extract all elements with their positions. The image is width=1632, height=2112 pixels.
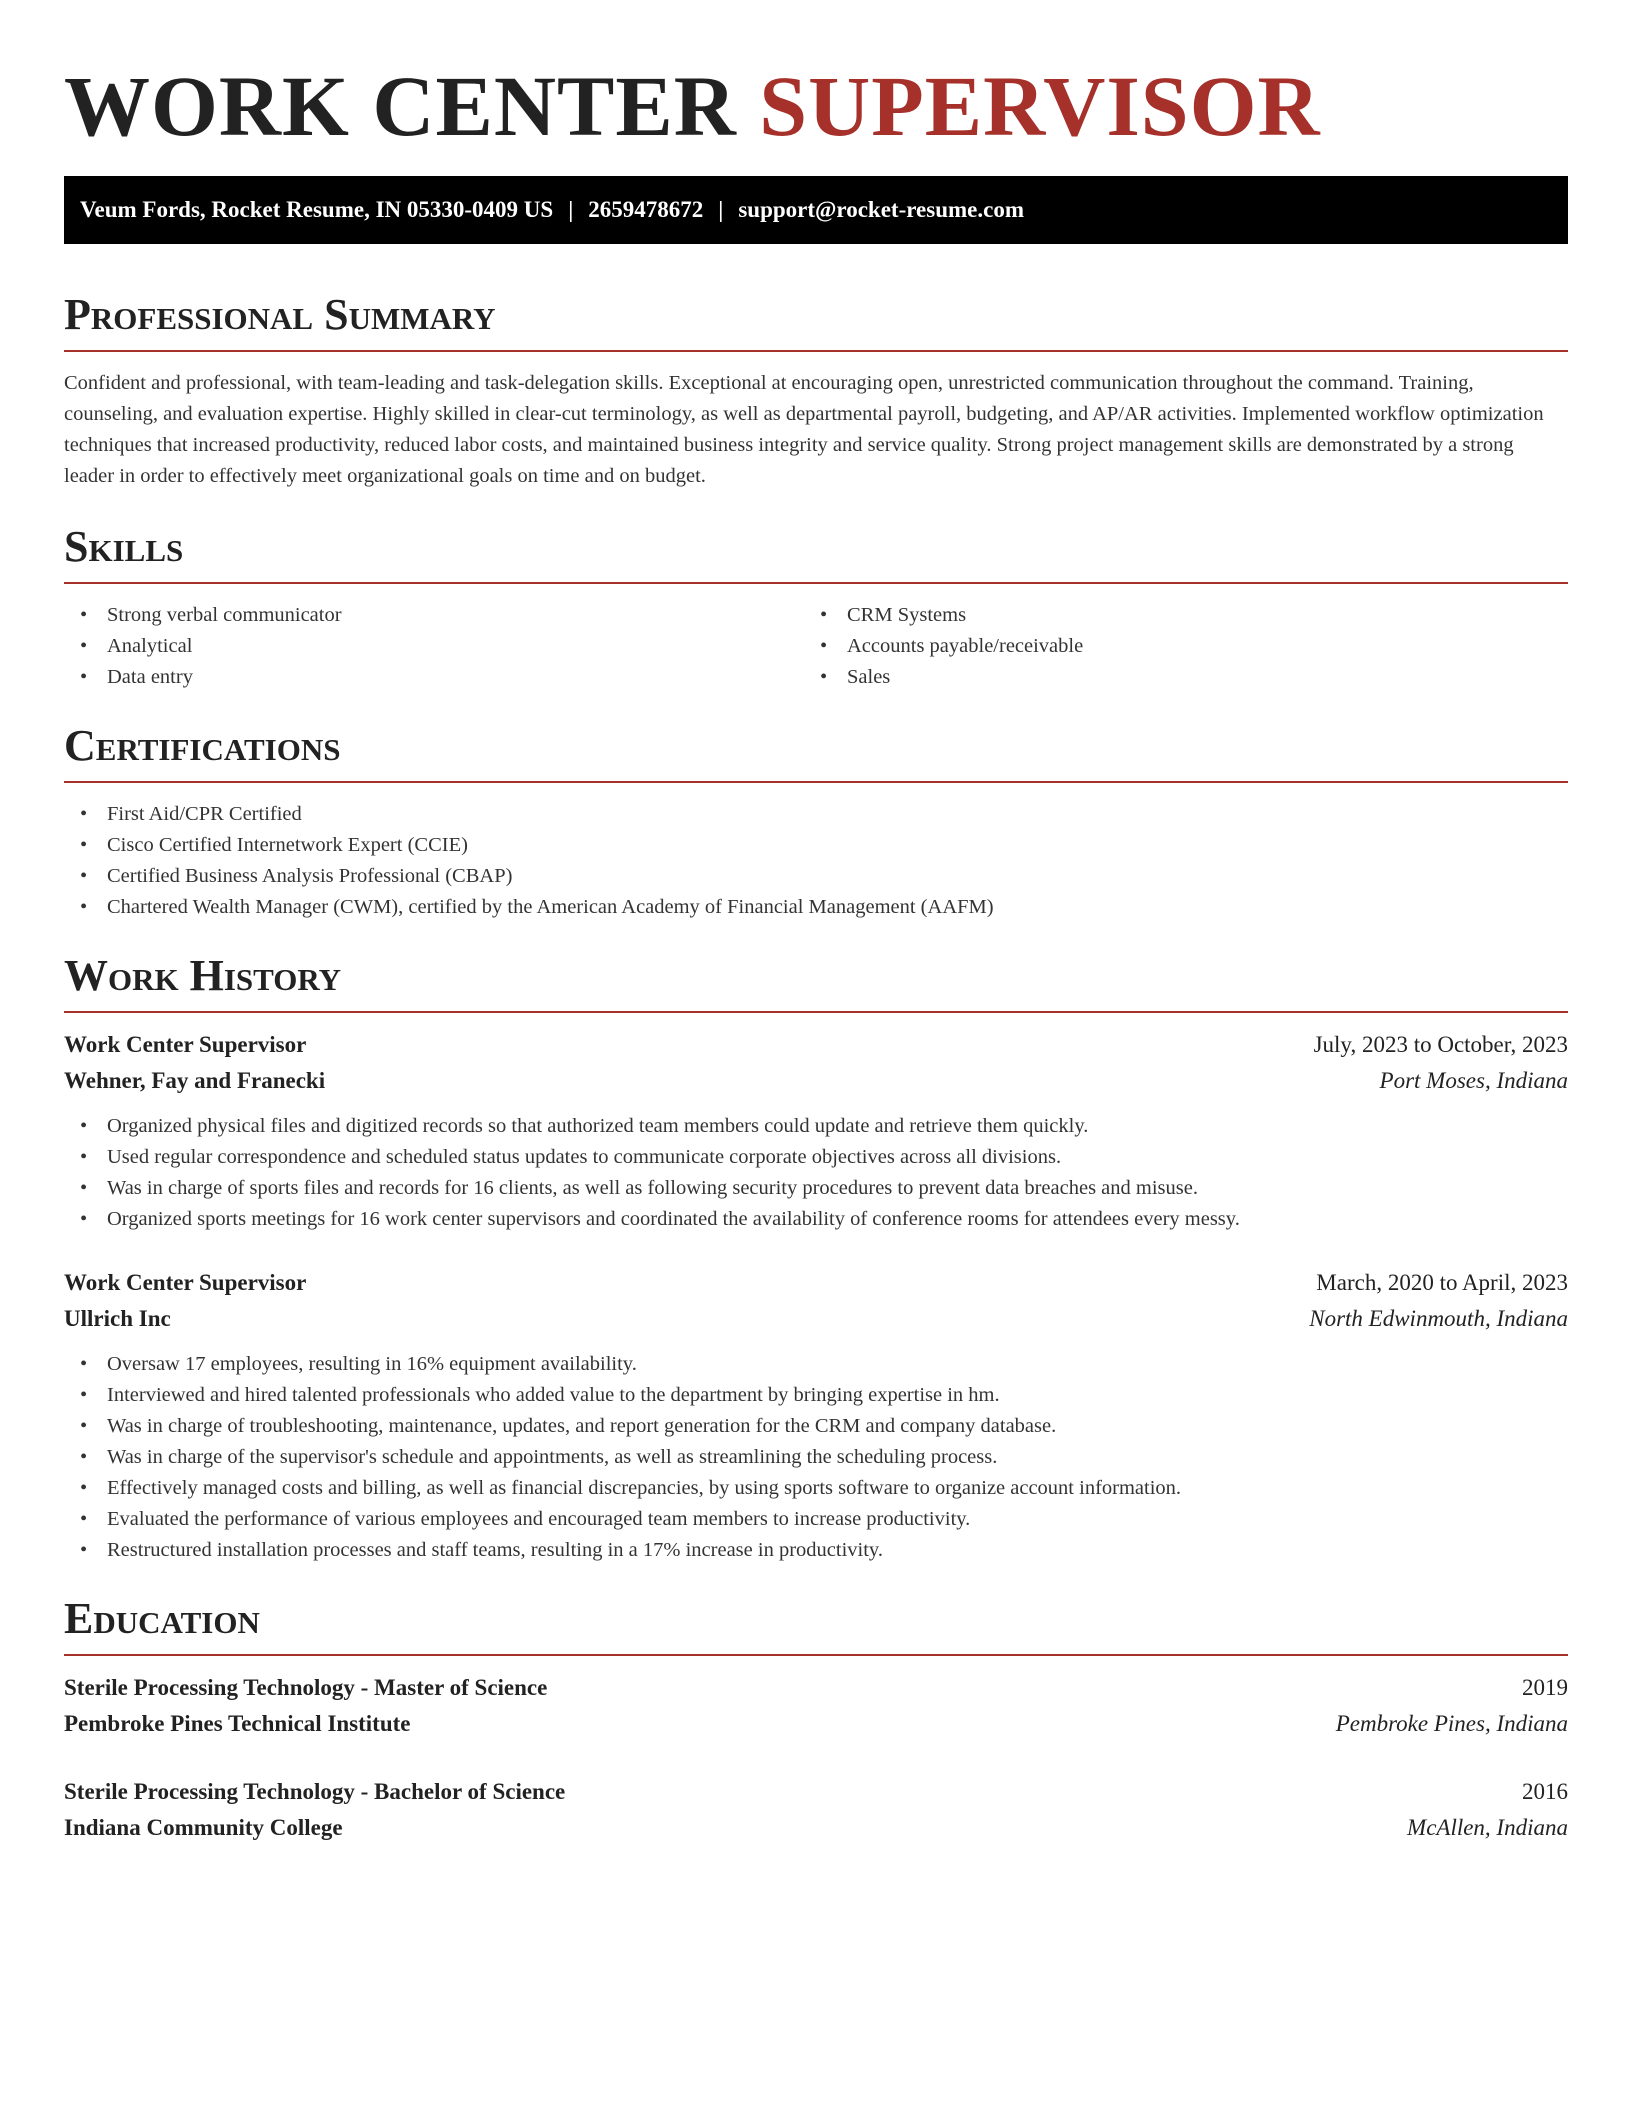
bullet-icon: • <box>80 1508 88 1530</box>
education-header <box>64 1774 1568 1810</box>
certification-item: Cisco Certified Internetwork Expert (CCIE) <box>107 834 468 856</box>
education-year: 2016 <box>1522 1779 1568 1804</box>
bullet-icon: • <box>80 1415 88 1437</box>
education-location: Pembroke Pines, Indiana <box>1335 1711 1568 1736</box>
skill-item: Accounts payable/receivable <box>847 635 1084 657</box>
bullet-icon: • <box>80 635 88 657</box>
list-item <box>64 1504 1568 1535</box>
skills-column-right <box>804 600 1544 693</box>
education-school: Pembroke Pines Technical Institute <box>64 1711 411 1736</box>
job-duties <box>64 1111 1568 1235</box>
skill-item: Data entry <box>107 666 193 688</box>
contact-phone: 2659478672 <box>588 197 704 222</box>
certifications-heading: Certifications <box>64 721 341 770</box>
list-item <box>804 631 1544 662</box>
bullet-icon: • <box>820 604 828 626</box>
section-divider <box>64 350 1568 352</box>
certifications-list <box>64 799 1568 923</box>
bullet-icon: • <box>80 1477 88 1499</box>
bullet-icon: • <box>820 666 828 688</box>
job-entry <box>64 1027 1568 1235</box>
bullet-icon: • <box>80 834 88 856</box>
skill-item: Sales <box>847 666 891 688</box>
bullet-icon: • <box>80 604 88 626</box>
summary-section <box>64 288 1568 492</box>
job-title: Work Center Supervisor <box>64 1032 307 1057</box>
education-entry <box>64 1670 1568 1742</box>
list-item <box>64 1380 1568 1411</box>
skills-section <box>64 520 1568 693</box>
duty-text: Organized sports meetings for 16 work center supervisors and coordinated the availability of conference rooms for attendees every messy. <box>107 1208 1240 1230</box>
duty-text: Interviewed and hired talented professionals who added value to the department by bringing expertise in hm. <box>107 1384 1000 1406</box>
list-item <box>64 1535 1568 1566</box>
education-entry <box>64 1774 1568 1846</box>
skill-item: CRM Systems <box>847 604 967 626</box>
job-title: Work Center Supervisor <box>64 1270 307 1295</box>
education-degree: Sterile Processing Technology - Bachelor of Science <box>64 1779 566 1804</box>
title-part-1: WORK CENTER <box>64 58 737 154</box>
duty-text: Was in charge of sports files and records for 16 clients, as well as following security procedures to prevent data breaches and misuse. <box>107 1177 1198 1199</box>
skill-item: Strong verbal communicator <box>107 604 342 626</box>
certification-item: Certified Business Analysis Professional (CBAP) <box>107 865 513 887</box>
education-subheader <box>64 1706 1568 1742</box>
bullet-icon: • <box>80 1146 88 1168</box>
title-part-2: SUPERVISOR <box>759 58 1321 154</box>
bullet-icon: • <box>80 1539 88 1561</box>
list-item <box>64 1349 1568 1380</box>
education-degree: Sterile Processing Technology - Master of Science <box>64 1675 548 1700</box>
duty-text: Evaluated the performance of various employees and encouraged team members to increase productivity. <box>107 1508 971 1530</box>
skills-list-right <box>804 600 1544 693</box>
duty-text: Used regular correspondence and scheduled status updates to communicate corporate objectives across all divisions. <box>107 1146 1062 1168</box>
bullet-icon: • <box>80 1177 88 1199</box>
skill-item: Analytical <box>107 635 193 657</box>
skills-grid <box>64 600 1568 693</box>
work-history-heading: Work History <box>64 951 342 1000</box>
job-dates: July, 2023 to October, 2023 <box>1313 1032 1568 1057</box>
job-header <box>64 1265 1568 1301</box>
job-subheader <box>64 1301 1568 1337</box>
bullet-icon: • <box>820 635 828 657</box>
list-item <box>64 1173 1568 1204</box>
list-item <box>64 1411 1568 1442</box>
contact-email: support@rocket-resume.com <box>738 197 1024 222</box>
list-item <box>64 1442 1568 1473</box>
list-item <box>804 662 1544 693</box>
job-dates: March, 2020 to April, 2023 <box>1316 1270 1568 1295</box>
contact-address: Veum Fords, Rocket Resume, IN 05330-0409 US <box>80 197 554 222</box>
list-item <box>64 1204 1568 1235</box>
list-item <box>64 1111 1568 1142</box>
contact-separator: | <box>568 197 574 222</box>
contact-bar <box>64 176 1568 244</box>
education-school: Indiana Community College <box>64 1815 343 1840</box>
job-location: North Edwinmouth, Indiana <box>1309 1306 1568 1331</box>
list-item <box>64 631 804 662</box>
duty-text: Oversaw 17 employees, resulting in 16% equipment availability. <box>107 1353 637 1375</box>
job-company: Wehner, Fay and Franecki <box>64 1068 326 1093</box>
education-subheader <box>64 1810 1568 1846</box>
duty-text: Was in charge of troubleshooting, maintenance, updates, and report generation for the CRM and company database. <box>107 1415 1057 1437</box>
skills-list-left <box>64 600 804 693</box>
duty-text: Was in charge of the supervisor's schedule and appointments, as well as streamlining the scheduling process. <box>107 1446 998 1468</box>
job-header <box>64 1027 1568 1063</box>
section-divider <box>64 781 1568 783</box>
section-divider <box>64 1011 1568 1013</box>
summary-text: Confident and professional, with team-leading and task-delegation skills. Exceptional at encouraging open, unrestricted communication throughout the command. Training, counseling, and evaluation expertise. Highly skilled in clear-cut terminology, as well as departmental payroll, budgeting, and AP/AR activities. Implemented workflow optimization techniques that increased productivity, reduced labor costs, and maintained business integrity and service quality. Strong project management skills are demonstrated by a strong leader in order to effectively meet organizational goals on time and on budget. <box>64 372 1544 487</box>
certification-item: First Aid/CPR Certified <box>107 803 302 825</box>
job-location: Port Moses, Indiana <box>1379 1068 1568 1093</box>
list-item <box>64 892 1568 923</box>
bullet-icon: • <box>80 1115 88 1137</box>
bullet-icon: • <box>80 865 88 887</box>
education-section <box>64 1592 1568 1846</box>
list-item <box>64 830 1568 861</box>
list-item <box>64 799 1568 830</box>
list-item <box>64 1142 1568 1173</box>
education-heading: Education <box>64 1594 260 1643</box>
bullet-icon: • <box>80 1384 88 1406</box>
education-location: McAllen, Indiana <box>1407 1815 1568 1840</box>
skills-heading: Skills <box>64 522 184 571</box>
certification-item: Chartered Wealth Manager (CWM), certified by the American Academy of Financial Management (AAFM) <box>107 896 994 918</box>
list-item <box>64 600 804 631</box>
summary-heading: Professional Summary <box>64 290 496 339</box>
bullet-icon: • <box>80 1208 88 1230</box>
skills-column-left <box>64 600 804 693</box>
duty-text: Restructured installation processes and staff teams, resulting in a 17% increase in productivity. <box>107 1539 883 1561</box>
section-divider <box>64 582 1568 584</box>
duty-text: Organized physical files and digitized records so that authorized team members could update and retrieve them quickly. <box>107 1115 1089 1137</box>
education-header <box>64 1670 1568 1706</box>
job-subheader <box>64 1063 1568 1099</box>
bullet-icon: • <box>80 666 88 688</box>
bullet-icon: • <box>80 1446 88 1468</box>
education-year: 2019 <box>1522 1675 1568 1700</box>
work-history-section <box>64 949 1568 1566</box>
bullet-icon: • <box>80 896 88 918</box>
list-item <box>64 861 1568 892</box>
job-duties <box>64 1349 1568 1566</box>
certifications-section <box>64 719 1568 923</box>
duty-text: Effectively managed costs and billing, as well as financial discrepancies, by using sports software to organize account information. <box>107 1477 1182 1499</box>
job-company: Ullrich Inc <box>64 1306 171 1331</box>
list-item <box>64 1473 1568 1504</box>
resume-page <box>64 0 1568 1846</box>
list-item <box>64 662 804 693</box>
section-divider <box>64 1654 1568 1656</box>
job-entry <box>64 1265 1568 1566</box>
bullet-icon: • <box>80 1353 88 1375</box>
contact-separator: | <box>718 197 724 222</box>
list-item <box>804 600 1544 631</box>
resume-title <box>64 0 1568 156</box>
bullet-icon: • <box>80 803 88 825</box>
